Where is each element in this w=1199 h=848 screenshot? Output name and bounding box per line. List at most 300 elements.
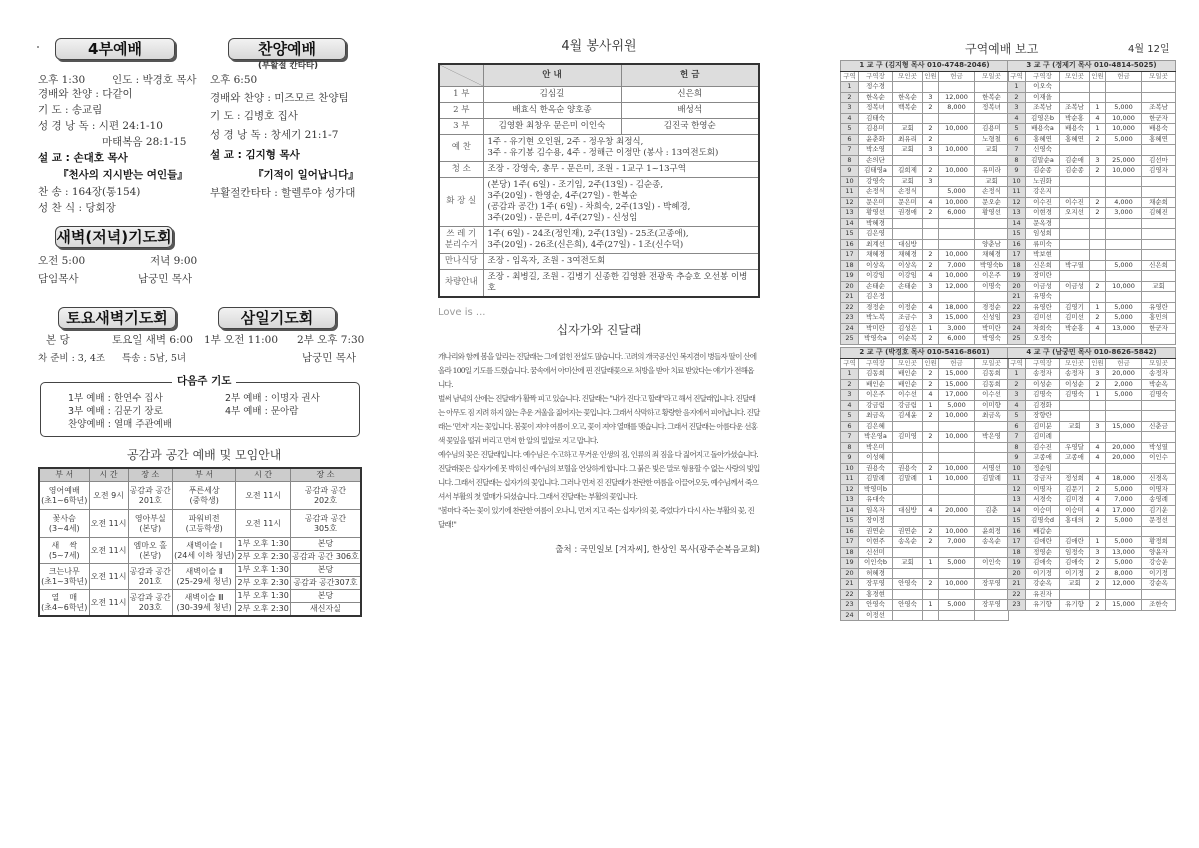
leader: 장미란	[1026, 271, 1060, 282]
table-row	[841, 537, 1009, 548]
attendance: 4	[923, 271, 939, 282]
th-offering: 헌 금	[621, 64, 759, 86]
district-number: 13	[1008, 208, 1026, 219]
column-header: 모인곳	[893, 358, 923, 369]
district-number: 23	[1008, 600, 1026, 611]
offering: 5,000	[1106, 484, 1142, 495]
attendance: 4	[1090, 453, 1106, 464]
next-host: 윤희정	[975, 526, 1009, 537]
service-committee-table	[438, 63, 760, 298]
attendance: 2	[1090, 579, 1106, 590]
leader: 강금자	[1026, 474, 1060, 485]
sat-place: 본 당	[46, 334, 70, 346]
leader: 김애숙	[1026, 558, 1060, 569]
offering: 20,000	[1106, 442, 1142, 453]
next-host	[1142, 526, 1176, 537]
attendance	[923, 495, 939, 506]
next-host: 홍혜연	[1142, 134, 1176, 145]
attendance: 3	[1090, 155, 1106, 166]
next-host: 문정선	[1142, 516, 1176, 527]
leader: 김수진	[1026, 442, 1060, 453]
leader: 이정선	[859, 610, 893, 621]
next-host: 유영란	[1142, 302, 1176, 313]
table-row	[841, 145, 1009, 156]
leader: 유기향	[1026, 600, 1060, 611]
table-row	[1008, 400, 1176, 411]
offering: 10,000	[939, 124, 975, 135]
table-row	[841, 124, 1009, 135]
next-host: 경정순	[975, 302, 1009, 313]
offering: 5,000	[1106, 390, 1142, 401]
offering: 10,000	[939, 474, 975, 485]
meeting-place	[893, 442, 923, 453]
offering	[939, 495, 975, 506]
district-number: 23	[841, 313, 859, 324]
attendance	[1090, 463, 1106, 474]
attendance: 1	[923, 474, 939, 485]
next-host: 서명선	[975, 463, 1009, 474]
column-header: 헌금	[939, 358, 975, 369]
leader: 유명숙	[1026, 292, 1060, 303]
leader: 김경화	[1026, 400, 1060, 411]
table-row	[1008, 145, 1176, 156]
meeting-place: 권연순	[893, 526, 923, 537]
next-host: 김용미	[975, 124, 1009, 135]
row-key: 차량안내	[439, 269, 483, 297]
attendance: 4	[1090, 442, 1106, 453]
district-number: 9	[1008, 453, 1026, 464]
cell: 새벽이슬 Ⅱ (25-29세 청년)	[172, 564, 235, 590]
district-number: 10	[1008, 176, 1026, 187]
section-header-saturday-prayer: 토요새벽기도회	[58, 307, 176, 329]
attendance: 4	[923, 197, 939, 208]
essay-paragraph-2: 벌써 남녘의 산에는 진달래가 활짝 피고 있습니다. 진달래는 "내가 진다고 할래"라고 해서 진달래입니다. 진달래는 아무도 짐 지려 하지 않는 추운 겨울을 짊어지는 꽃입니다. 그래서 삭막하고 황량한 음지에서 피어납니다. 진달래는 '먼저' 지는 꽃입니다. 봄꽃이 져야 여름이 오고, 꽃이 져야 열매를 맺습니다. 그래서 진달래는 아름다운 선홍색 꽃잎을 떨궈 버리고 먼저 한 알의 밀알로 지고 맙니다.	[438, 393, 760, 445]
next-host	[975, 113, 1009, 124]
table-row	[841, 229, 1009, 240]
district-number: 16	[841, 239, 859, 250]
cell: 3주(20일) - 문은미, 4주(27일) - 신성임	[487, 212, 638, 223]
offering	[1106, 229, 1142, 240]
cell: 새벽이슬 Ⅰ (24세 이하 청년)	[172, 538, 235, 564]
meeting-place	[1060, 463, 1090, 474]
next-host: 홍민의	[1142, 313, 1176, 324]
leader: 김은혜	[859, 421, 893, 432]
table-row	[1008, 484, 1176, 495]
time: 오후 1:30	[38, 74, 86, 86]
offering: 6,000	[939, 208, 975, 219]
meeting-place: 이강임	[893, 271, 923, 282]
table-row	[1008, 537, 1176, 548]
next-host: 김춘	[975, 505, 1009, 516]
sermon-line: 설 교 : 손대호 목사	[38, 152, 128, 164]
offering: 8,000	[1106, 568, 1142, 579]
attendance	[1090, 334, 1106, 345]
leader: 박소영	[859, 145, 893, 156]
attendance	[923, 239, 939, 250]
district-number: 25	[841, 334, 859, 345]
cell: 2부 오후 2:30	[236, 551, 291, 564]
meeting-place	[1060, 589, 1090, 600]
table-row	[1008, 526, 1176, 537]
attendance: 1	[923, 400, 939, 411]
offering: 5,000	[939, 187, 975, 198]
table-row	[1008, 379, 1176, 390]
district-number: 20	[841, 281, 859, 292]
essay-source: 출처 : 국민일보 [겨자씨], 한상인 목사(광주순복음교회)	[555, 544, 760, 555]
offering: 15,000	[939, 369, 975, 380]
leader: 이성순	[1026, 379, 1060, 390]
attendance: 4	[1090, 505, 1106, 516]
meeting-place: 홍혜연	[1060, 134, 1090, 145]
next-host	[975, 610, 1009, 621]
leader: 손정식	[859, 187, 893, 198]
dot-mark	[37, 46, 39, 48]
meeting-place: 안영숙	[893, 579, 923, 590]
offering: 12,000	[1106, 579, 1142, 590]
table-row	[1008, 432, 1176, 443]
next-host: 이명자	[1142, 484, 1176, 495]
leader: 박노복	[859, 313, 893, 324]
table-row	[841, 432, 1009, 443]
district-number: 2	[1008, 379, 1026, 390]
district-number: 7	[841, 432, 859, 443]
column-header: 구역	[841, 71, 859, 82]
cell: (공감과 공간) 1주( 6일) - 차희숙, 2주(13일) - 박혜경,	[487, 201, 691, 212]
attendance	[923, 292, 939, 303]
next-host	[1142, 82, 1176, 93]
offering: 7,000	[939, 537, 975, 548]
next-host	[1142, 218, 1176, 229]
leader: 이승미	[1026, 505, 1060, 516]
table-row	[1008, 474, 1176, 485]
attendance	[923, 516, 939, 527]
cell: 오전 11시	[89, 510, 128, 538]
attendance: 2	[1090, 208, 1106, 219]
offering: 5,000	[1106, 313, 1142, 324]
next-host: 박은영	[975, 432, 1009, 443]
column-header: 모인곳	[893, 71, 923, 82]
cell: 새 싹 (5~7세)	[39, 538, 89, 564]
next-host: 이인숙	[975, 558, 1009, 569]
meeting-place: 고종애	[1060, 453, 1090, 464]
offering	[939, 218, 975, 229]
leader: 신선미	[859, 547, 893, 558]
column-header: 구역	[1008, 358, 1026, 369]
table-row	[841, 421, 1009, 432]
offering: 7,000	[1106, 495, 1142, 506]
next-host: 신춘금	[1142, 421, 1176, 432]
next-host	[1142, 239, 1176, 250]
column-header: 구역	[841, 358, 859, 369]
cell: 본당	[290, 538, 361, 551]
table-row	[841, 281, 1009, 292]
th: 부 서	[172, 468, 235, 482]
next-host: 송영례	[1142, 495, 1176, 506]
table-row	[1008, 103, 1176, 114]
table-row	[1008, 218, 1176, 229]
leader: 문은미	[859, 197, 893, 208]
meeting-place	[1060, 239, 1090, 250]
next-host: 신성임	[975, 313, 1009, 324]
section-header-dawn-prayer: 새벽(저녁)기도회	[56, 228, 172, 246]
district-number: 1	[1008, 82, 1026, 93]
leader: 홍경현	[859, 589, 893, 600]
district-title: 2 교 구 (박경호 목사 010-5416-8601)	[841, 348, 1009, 359]
district-number: 12	[841, 484, 859, 495]
offering	[1106, 432, 1142, 443]
prayer-line: 기 도 : 송교림	[38, 104, 103, 116]
district-number: 6	[841, 421, 859, 432]
row-key: 2 부	[439, 102, 483, 118]
meeting-place: 박순홍	[1060, 113, 1090, 124]
leader: 신은희	[1026, 260, 1060, 271]
leader: 손태순	[859, 281, 893, 292]
praise-subtitle: (부활절 칸타타)	[258, 61, 318, 71]
offering: 20,000	[1106, 453, 1142, 464]
table-row	[841, 484, 1009, 495]
attendance: 2	[1090, 281, 1106, 292]
dawn-pastor-1: 담임목사	[38, 273, 79, 285]
service-committee-title: 4월 봉사위원	[561, 39, 637, 54]
attendance	[923, 113, 939, 124]
meeting-place: 김애란	[1060, 537, 1090, 548]
table-row	[1008, 313, 1176, 324]
next-host: 이수선	[975, 390, 1009, 401]
district-number: 18	[841, 547, 859, 558]
district-number: 3	[841, 103, 859, 114]
table-row	[841, 600, 1009, 611]
attendance: 4	[923, 390, 939, 401]
praise-worship: 경배와 찬양 : 미즈모르 찬양팀	[210, 92, 349, 104]
next-host: 정복녀	[975, 103, 1009, 114]
table-row	[1008, 589, 1176, 600]
meeting-place: 송옥순	[893, 537, 923, 548]
table-row	[1008, 208, 1176, 219]
meeting-place: 이수선	[893, 390, 923, 401]
offering: 13,000	[1106, 323, 1142, 334]
district-number: 21	[1008, 292, 1026, 303]
attendance	[1090, 92, 1106, 103]
attendance: 1	[1090, 103, 1106, 114]
district-number: 20	[1008, 568, 1026, 579]
leader: 박혜경	[859, 218, 893, 229]
next-host: 문오순	[975, 197, 1009, 208]
district-number: 6	[1008, 421, 1026, 432]
next-host	[975, 568, 1009, 579]
offering	[1106, 400, 1142, 411]
table-row	[1008, 229, 1176, 240]
attendance	[923, 218, 939, 229]
leader: 김명숙d	[1026, 516, 1060, 527]
meeting-place	[893, 547, 923, 558]
cell: 신은희	[621, 86, 759, 102]
cell: 엠마오 홀 (본당)	[128, 538, 172, 564]
district-number: 8	[841, 155, 859, 166]
leader: 김말례	[859, 474, 893, 485]
meeting-place	[1060, 432, 1090, 443]
attendance	[1090, 292, 1106, 303]
table-row	[1008, 271, 1176, 282]
district-number: 8	[1008, 155, 1026, 166]
offering	[939, 82, 975, 93]
next-host: 김명숙	[1142, 390, 1176, 401]
meeting-place: 김명숙	[1060, 390, 1090, 401]
meeting-place	[893, 568, 923, 579]
table-row	[1008, 369, 1176, 380]
cell: 오전 11시	[236, 510, 291, 538]
leader: 허혜경	[859, 568, 893, 579]
table-row	[841, 463, 1009, 474]
attendance: 1	[923, 323, 939, 334]
attendance: 4	[1090, 474, 1106, 485]
district-number: 15	[841, 229, 859, 240]
attendance: 3	[1090, 369, 1106, 380]
leader: 이상옥	[859, 260, 893, 271]
corner-cell	[439, 64, 483, 86]
offering	[939, 292, 975, 303]
meeting-place: 교회	[1060, 421, 1090, 432]
essay-body	[438, 350, 760, 532]
next-host: 장무영	[975, 579, 1009, 590]
leader: 김은영	[859, 229, 893, 240]
next-host	[975, 495, 1009, 506]
leader: 인도 : 박경호 목사	[112, 74, 197, 86]
district-number: 15	[841, 516, 859, 527]
leader: 김용미	[859, 124, 893, 135]
leader: 권연순	[859, 526, 893, 537]
meeting-place: 이승미	[1060, 505, 1090, 516]
attendance	[1090, 229, 1106, 240]
attendance: 4	[923, 302, 939, 313]
cell: 2부 오후 2:30	[236, 577, 291, 590]
meeting-place	[1060, 250, 1090, 261]
table-row	[841, 505, 1009, 516]
district-number: 2	[841, 92, 859, 103]
district-number: 18	[841, 260, 859, 271]
table-row	[841, 589, 1009, 600]
leader: 강금림	[859, 400, 893, 411]
dawn-time-1: 오전 5:00	[38, 255, 86, 267]
offering	[939, 134, 975, 145]
next-host	[1142, 292, 1176, 303]
report-date: 4월 12일	[1128, 44, 1170, 55]
leader: 안영숙	[859, 600, 893, 611]
table-row	[1008, 442, 1176, 453]
meeting-place: 박구열	[1060, 260, 1090, 271]
meeting-place: 권경애	[893, 208, 923, 219]
district-title: 4 교 구 (남궁민 목사 010-8626-5842)	[1008, 348, 1176, 359]
table-row	[841, 197, 1009, 208]
worship-line: 경배와 찬양 : 다같이	[38, 88, 133, 100]
district-number: 21	[841, 579, 859, 590]
cell: 영아부실 (본당)	[128, 510, 172, 538]
meeting-place: 교회	[893, 558, 923, 569]
meeting-place: 오지선	[1060, 208, 1090, 219]
attendance	[923, 187, 939, 198]
table-row	[841, 334, 1009, 345]
district-number: 14	[1008, 505, 1026, 516]
district-number: 23	[841, 600, 859, 611]
offering: 5,000	[1106, 103, 1142, 114]
next-host: 김말례	[975, 474, 1009, 485]
offering: 15,000	[939, 379, 975, 390]
next-host: 유미라	[975, 166, 1009, 177]
leader: 권용숙	[859, 463, 893, 474]
meeting-place: 이기정	[1060, 568, 1090, 579]
leader: 박영미b	[859, 484, 893, 495]
attendance: 1	[923, 600, 939, 611]
table-row	[841, 558, 1009, 569]
offering: 13,000	[1106, 547, 1142, 558]
table-row	[1008, 411, 1176, 422]
offering: 10,000	[939, 250, 975, 261]
offering: 20,000	[1106, 369, 1142, 380]
cell: 배효식 한옥순 양호종	[483, 102, 621, 118]
meeting-place	[893, 218, 923, 229]
district-number: 1	[841, 369, 859, 380]
offering: 5,000	[939, 558, 975, 569]
column-header: 모인곳	[1060, 71, 1090, 82]
district-number: 4	[1008, 400, 1026, 411]
offering: 4,000	[1106, 197, 1142, 208]
cell: 오전 11시	[89, 590, 128, 617]
leader: 유진자	[1026, 589, 1060, 600]
next-host: 채순희	[1142, 197, 1176, 208]
cell: 1부 오후 1:30	[236, 538, 291, 551]
district-number: 14	[841, 505, 859, 516]
leader: 홍혜연	[1026, 134, 1060, 145]
district-number: 24	[841, 323, 859, 334]
offering: 20,000	[939, 505, 975, 516]
offering	[1106, 334, 1142, 345]
meeting-place: 채혜경	[893, 250, 923, 261]
district-number: 7	[1008, 432, 1026, 443]
column-header: 헌금	[1106, 358, 1142, 369]
meeting-place	[1060, 334, 1090, 345]
leader: 박보현	[1026, 250, 1060, 261]
offering	[1106, 463, 1142, 474]
attendance: 3	[923, 281, 939, 292]
cell: 오전 9시	[89, 482, 128, 510]
next-host	[975, 547, 1009, 558]
next-host: 이명숙	[975, 281, 1009, 292]
middle-column	[438, 38, 760, 556]
cell: 오전 11시	[236, 482, 291, 510]
praise-reading: 성 경 낭 독 : 창세기 21:1-7	[210, 129, 339, 141]
next-host: 장무영	[975, 600, 1009, 611]
column-header: 구역장	[1026, 71, 1060, 82]
table-row	[1008, 187, 1176, 198]
district-number: 1	[841, 82, 859, 93]
meeting-place: 배용숙	[1060, 124, 1090, 135]
next-1: 1부 예배 : 한연수 집사	[68, 393, 163, 404]
district-number: 9	[1008, 166, 1026, 177]
leader: 이현경	[1026, 208, 1060, 219]
cell: 김진국 한영순	[621, 118, 759, 134]
meeting-place: 김미선	[1060, 313, 1090, 324]
column-header: 모일곳	[1142, 358, 1176, 369]
offering	[939, 155, 975, 166]
leader: 한옥순	[859, 92, 893, 103]
next-3: 3부 예배 : 김문기 장로	[68, 406, 163, 417]
leader: 오정숙	[1026, 334, 1060, 345]
attendance: 1	[923, 558, 939, 569]
next-host: 노형철	[975, 134, 1009, 145]
next-host	[1142, 250, 1176, 261]
meeting-place: 김말례	[893, 474, 923, 485]
leader: 이금성	[1026, 281, 1060, 292]
leader: 이재을	[1026, 92, 1060, 103]
